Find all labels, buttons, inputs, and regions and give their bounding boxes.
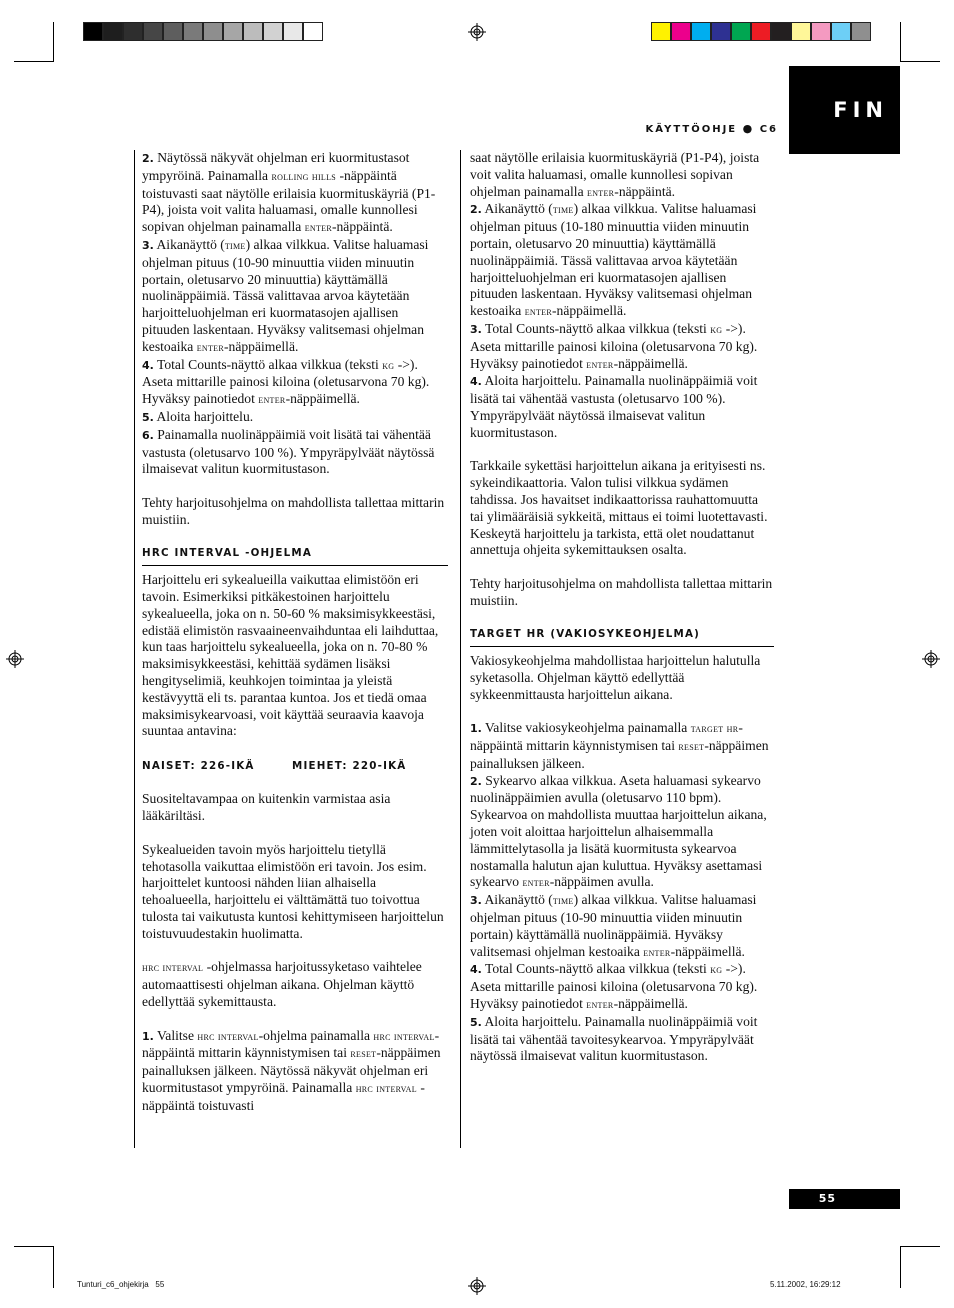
column-divider	[134, 150, 135, 1148]
grayscale-swatch	[183, 22, 203, 41]
crop-mark	[900, 1246, 940, 1247]
grayscale-swatch	[263, 22, 283, 41]
step-paragraph: 1. Valitse hrc interval-ohjelma painamalla hrc interval-näppäintä mittarin käynnistymisen tai reset-näppäimen painalluksen jälkeen. Näytössä näkyvät ohjelman eri kuormitustasot ympyröinä. Painamalla hrc interval -näppäintä toistuvasti	[142, 1027, 441, 1113]
print-slug-filename: Tunturi_c6_ohjekirja 55	[77, 1280, 165, 1289]
formula-women: NAISET: 226-IKÄ	[142, 759, 255, 772]
grayscale-swatch	[303, 22, 323, 41]
header-model: C6	[759, 124, 778, 135]
color-swatch	[831, 22, 851, 41]
color-swatch	[731, 22, 751, 41]
crop-mark	[900, 1246, 901, 1288]
color-swatch	[811, 22, 831, 41]
color-swatch	[771, 22, 791, 41]
step-paragraph: 3. Aikanäyttö (time) alkaa vilkkua. Valitse haluamasi ohjelman pituus (10-90 minuuttia viiden minuutin portain) käyttämällä nuolinäppäimiä. Hyväksy valitsemasi ohjelman kestoaika enter-näppäimellä.	[470, 892, 757, 959]
color-swatch	[751, 22, 771, 41]
body-paragraph: hrc interval -ohjelmassa harjoitussyketaso vaihtelee automaattisesti ohjelman aikana. Ohjelman käyttö edellyttää sykemittausta.	[142, 959, 422, 1010]
body-paragraph: saat näytölle erilaisia kuormituskäyriä (P1-P4), joista voit valita haluamasi, omalle kunnollesi sopivan ohjelman painamalla enter-näppäintä.	[470, 150, 760, 199]
page-number-tab	[789, 1189, 900, 1209]
crop-mark	[53, 22, 54, 62]
body-paragraph: Harjoittelu eri sykealueilla vaikuttaa elimistöön eri tavoin. Esimerkiksi pitkäkestoinen harjoittelu sykealueella, joka on n. 50-60 % maksimisykkeestäsi, edistää elimistön rasvaaineenvaihduntaa eli laihduttaa, kun taas harjoittelu sykealueella, joka on n. 70-80 % maksimisykkeestäsi, kehittää sydämen lisäksi hengityselimiä, keuhkojen toimintaa ja yleistä kestävyyttä eli ts. parantaa kuntoa. Jos et tiedä omaa maksimisykearvoasi, voit käyttää seuraavia kaavoja suuntaa antavina:	[142, 572, 439, 739]
color-swatch	[691, 22, 711, 41]
body-paragraph: Sykealueiden tavoin myös harjoittelu tietyllä tehotasolla vaikuttaa elimistöön eri tavoin. Jos esim. harjoittelet kuntoosi nähden liian alhaisella tehoalueella, harjoittelu ei välttämättä tuo toivottua tulosta tai vaikutusta kuntosi kehittymiseen harjoittelun toistuvuudestakin huolimatta.	[142, 841, 444, 941]
grayscale-swatch	[203, 22, 223, 41]
step-paragraph: 5. Aloita harjoittelu.	[142, 408, 254, 424]
step-paragraph: 6. Painamalla nuolinäppäimiä voit lisätä tai vähentää vastusta (oletusarvo 100 %). Ympyräpylväät näytössä ilmaisevat valitun kuormitustason.	[142, 426, 435, 477]
right-column	[470, 150, 774, 1065]
crop-mark	[14, 1246, 54, 1247]
section-heading: TARGET HR (VAKIOSYKEOHJELMA)	[470, 626, 774, 647]
formula-row	[142, 757, 448, 775]
step-paragraph: 4. Total Counts-näyttö alkaa vilkkua (teksti kg ->). Aseta mittarille painosi kiloina (oletusarvona 70 kg). Hyväksy painotiedot enter-näppäimellä.	[142, 356, 430, 407]
crop-mark	[53, 1246, 54, 1288]
step-paragraph: 2. Aikanäyttö (time) alkaa vilkkua. Valitse haluamasi ohjelman pituus (10-180 minuuttia viiden minuutin portain, oletusarvo 20 minuuttia) käyttämällä nuolinäppäimiä. Tässä valittavaa arvoa käytetään harjoitteluohjelman eri kuormatasojen ajallisen pituuden laskentaan. Hyväksy valitsemasi ohjelman kestoaika enter-näppäimellä.	[470, 201, 757, 319]
step-paragraph: 2. Näytössä näkyvät ohjelman eri kuormitustasot ympyröinä. Painamalla rolling hills -näppäintä toistuvasti saat näytölle erilaisia kuormituskäyriä (P1-P4), joista voit valita haluamasi, omalle kunnollesi sopivan ohjelman painamalla enter-näppäintä.	[142, 150, 436, 235]
crop-mark	[14, 61, 54, 62]
body-paragraph: Vakiosykeohjelma mahdollistaa harjoittelun halutulla syketasolla. Ohjelman käyttö edellyttää sykkeenmittausta harjoittelun aikana.	[470, 653, 761, 702]
grayscale-swatch	[83, 22, 103, 41]
registration-mark-icon	[468, 1277, 486, 1295]
left-column	[142, 150, 448, 1115]
color-swatch	[851, 22, 871, 41]
step-paragraph: 4. Aloita harjoittelu. Painamalla nuolinäppäimiä voit lisätä tai vähentää vastusta (oletusarvo 100 %). Ympyräpylväät näytössä ilmaisevat valitun kuormitustason.	[470, 373, 758, 440]
step-paragraph: 1. Valitse vakiosykeohjelma painamalla target hr-näppäintä mittarin käynnistymisen tai reset-näppäimen painalluksen jälkeen.	[470, 720, 769, 771]
body-paragraph: Tarkkaile sykettäsi harjoittelun aikana ja erityisesti ns. sykeindikaattoria. Valon tulisi vilkkua sydämen tahdissa. Jos havaitset indikaattorissa rauhattomuutta tai ylimääräisiä sykkeitä, mittaus ei toimi luotettavasti. Keskeytä harjoittelu ja tarkista, että olet noudattanut annettuja ohjeita sykemittauksen osalta.	[470, 458, 768, 558]
section-heading: HRC INTERVAL -OHJELMA	[142, 545, 448, 566]
crop-mark	[900, 61, 940, 62]
step-paragraph: 4. Total Counts-näyttö alkaa vilkkua (teksti kg ->). Aseta mittarille painosi kiloina (oletusarvona 70 kg). Hyväksy painotiedot enter-näppäimellä.	[470, 961, 758, 1012]
language-tab	[789, 66, 900, 154]
registration-mark-icon	[468, 23, 486, 41]
header-section: KÄYTTÖOHJE	[645, 124, 738, 135]
grayscale-swatch	[163, 22, 183, 41]
grayscale-swatch	[143, 22, 163, 41]
color-swatch	[651, 22, 671, 41]
column-divider	[460, 150, 461, 1148]
running-header	[560, 122, 778, 135]
step-paragraph: 3. Total Counts-näyttö alkaa vilkkua (teksti kg ->). Aseta mittarille painosi kiloina (oletusarvona 70 kg). Hyväksy painotiedot enter-näppäimellä.	[470, 320, 758, 371]
language-tab-label: FIN	[833, 98, 888, 122]
grayscale-swatch	[243, 22, 263, 41]
grayscale-swatch	[123, 22, 143, 41]
grayscale-swatch	[103, 22, 123, 41]
page-number: 55	[818, 1192, 836, 1205]
color-swatch	[671, 22, 691, 41]
crop-mark	[900, 22, 901, 62]
bullet-icon: ●	[742, 122, 755, 135]
color-swatch	[711, 22, 731, 41]
body-paragraph: Tehty harjoitusohjelma on mahdollista tallettaa mittarin muistiin.	[142, 494, 445, 527]
registration-mark-icon	[6, 650, 24, 668]
step-paragraph: 2. Sykearvo alkaa vilkkua. Aseta haluamasi sykearvo nuolinäppäimien avulla (oletusarvo 110 bpm). Sykearvoa on mahdollista muuttaa harjoittelun aikana, joten voit aloittaa harjoittelun alhaisemmalla lämmittelytasolla ja lisätä kuormitusta sykearvoa nostamalla halutun ajan kuluttua. Hyväksy asettamasi sykearvo enter-näppäimen avulla.	[470, 772, 767, 890]
step-paragraph: 5. Aloita harjoittelu. Painamalla nuolinäppäimiä voit lisätä tai vähentää tavoitesykearvoa. Ympyräpylväät näytössä ilmaisevat valitun kuormitustason.	[470, 1013, 758, 1064]
print-slug-timestamp: 5.11.2002, 16:29:12	[770, 1280, 841, 1289]
formula-men: MIEHET: 220-IKÄ	[292, 759, 407, 772]
step-paragraph: 3. Aikanäyttö (time) alkaa vilkkua. Valitse haluamasi ohjelman pituus (10-90 minuuttia viiden minuutin portain, oletusarvo 20 minuuttia) käyttämällä nuolinäppäimiä. Tässä valittavaa arvoa käytetään harjoitteluohjelman eri kuormatasojen ajallisen pituuden laskentaan. Hyväksy valitsemasi ohjelman kestoaika enter-näppäimellä.	[142, 236, 429, 354]
color-swatch	[791, 22, 811, 41]
body-paragraph: Suositeltavampaa on kuitenkin varmistaa asia lääkäriltäsi.	[142, 791, 391, 824]
grayscale-swatch	[223, 22, 243, 41]
grayscale-swatch	[283, 22, 303, 41]
registration-mark-icon	[922, 650, 940, 668]
body-paragraph: Tehty harjoitusohjelma on mahdollista tallettaa mittarin muistiin.	[470, 575, 773, 608]
